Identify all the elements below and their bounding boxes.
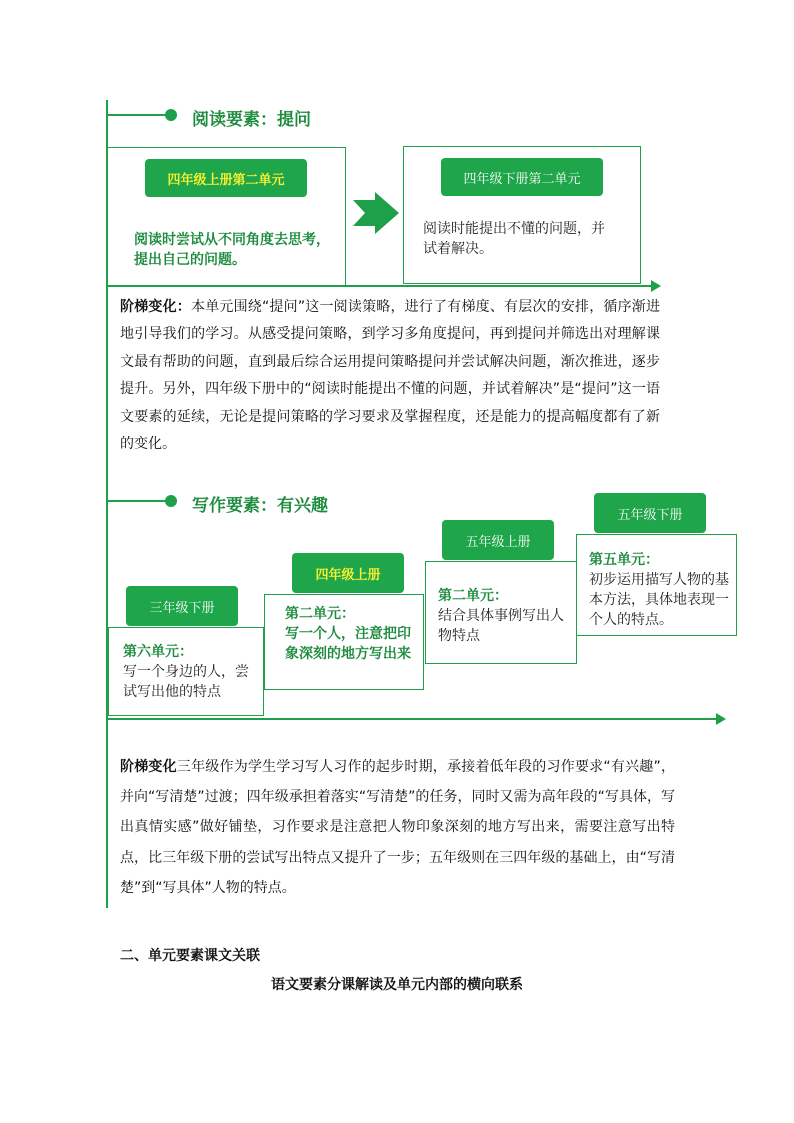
writing-step3-unit: 第二单元： [438, 588, 508, 604]
writing-step1-badge: 三年级下册 [126, 586, 238, 626]
writing-step1-box [108, 627, 264, 716]
reading-change-label: 阶梯变化： [120, 299, 191, 315]
writing-title: 写作要素：有兴趣 [192, 496, 328, 516]
writing-step4-box [576, 534, 737, 636]
writing-step2-badge: 四年级上册 [292, 553, 404, 593]
writing-connector-line [106, 500, 170, 502]
writing-title-dot [165, 495, 177, 507]
writing-step3-box [425, 561, 577, 664]
writing-change-paragraph [120, 752, 675, 903]
writing-step4-unit: 第五单元： [589, 552, 659, 568]
reading-connector-line [106, 114, 170, 116]
reading-axis-line [107, 285, 652, 287]
reading-right-box [403, 146, 641, 284]
arrow-right-icon [353, 192, 399, 234]
section2-heading: 二、单元要素课文关联 [120, 948, 260, 964]
writing-step1-text: 写一个身边的人，尝试写出他的特点 [123, 664, 249, 700]
reading-right-badge: 四年级下册第二单元 [441, 158, 603, 196]
reading-change-paragraph [120, 294, 660, 458]
writing-step2-text: 写一个人，注意把印象深刻的地方写出来 [285, 626, 411, 662]
reading-right-text: 阅读时能提出不懂的问题，并试着解决。 [423, 221, 605, 257]
section2-subtitle: 语文要素分课解读及单元内部的横向联系 [271, 977, 523, 993]
writing-step1-unit: 第六单元： [123, 644, 193, 660]
writing-change-text: 三年级作为学生学习写人习作的起步时期，承接着低年段的习作要求“有兴趣”，并向“写清楚”过渡；四年级承担着落实“写清楚”的任务，同时又需为高年段的“写具体，写出真情实感”做好铺垫，习作要求是注意把人物印象深刻的地方写出来，需要注意写出特点，比三年级下册的尝试写出特点又提升了一步；五年级则在三四年级的基础上，由“写清楚”到“写具体”人物的特点。 [120, 759, 675, 896]
reading-title: 阅读要素：提问 [192, 110, 311, 130]
writing-axis-arrowhead [716, 713, 726, 725]
writing-step2-unit: 第二单元： [285, 606, 355, 622]
reading-axis-arrowhead [651, 280, 661, 292]
writing-step3-badge: 五年级上册 [442, 520, 554, 560]
writing-axis-line [107, 718, 717, 720]
writing-step4-badge: 五年级下册 [594, 493, 706, 533]
reading-left-badge: 四年级上册第二单元 [145, 159, 307, 197]
reading-title-dot [165, 109, 177, 121]
reading-left-box [107, 147, 346, 287]
reading-left-text: 阅读时尝试从不同角度去思考，提出自己的问题。 [134, 232, 330, 268]
writing-step4-text: 初步运用描写人物的基本方法，具体地表现一个人的特点。 [589, 572, 729, 628]
writing-step3-text: 结合具体事例写出人物特点 [438, 608, 564, 644]
reading-change-text: 本单元围绕“提问”这一阅读策略，进行了有梯度、有层次的安排，循序渐进地引导我们的学习。从感受提问策略，到学习多角度提问，再到提问并筛选出对理解课文最有帮助的问题，直到最后综合运用提问策略提问并尝试解决问题，渐次推进，逐步提升。另外，四年级下册中的“阅读时能提出不懂的问题，并试着解决”是“提问”这一语文要素的延续，无论是提问策略的学习要求及掌握程度，还是能力的提高幅度都有了新的变化。 [120, 299, 661, 453]
writing-step2-box [264, 594, 424, 690]
writing-change-label: 阶梯变化 [120, 759, 177, 775]
